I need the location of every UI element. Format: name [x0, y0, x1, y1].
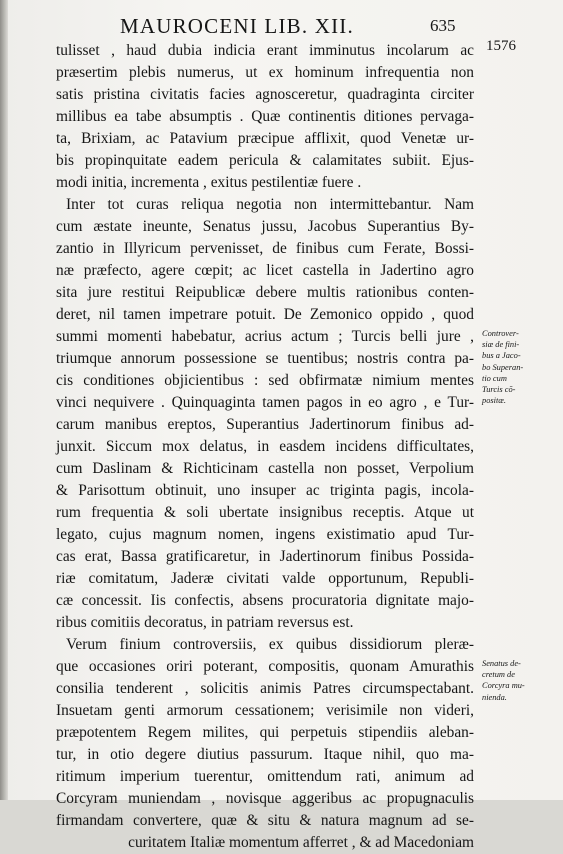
margin-note-line: bus a Jaco- — [482, 351, 521, 361]
margin-note-line: Turcis cō- — [482, 385, 516, 395]
margin-note-line: tio cum — [482, 373, 507, 383]
text-line: zantio in Illyricum pervenisset, de finibus cum Ferate, Bossi- — [56, 240, 474, 257]
margin-note-line: Controver- — [482, 329, 519, 338]
text-line: næ præfecto, agere cœpit; ac licet castella in Jadertino agro — [56, 262, 474, 279]
text-line: millibus ea tabe absumptis . Quæ continentis ditiones pervaga- — [56, 108, 474, 125]
text-line: riæ comitatum, Jaderæ civitati valde opportunum, Republi- — [56, 570, 474, 587]
text-line: junxit. Siccum mox delatus, in easdem incidens difficultates, — [56, 438, 474, 455]
text-line: cas erat, Bassa gratificaretur, in Jadertinorum finibus Possida- — [56, 548, 474, 565]
margin-note-line: cretum de — [482, 670, 515, 680]
paragraph-start-line: Verum finium controversiis, ex quibus dissidiorum pleræ- — [66, 636, 474, 653]
text-line: satis pristina civitatis facies agnosceretur, quadraginta circiter — [56, 86, 474, 103]
text-line: cum Daslinam & Richticinam castella non posset, Verpolium — [56, 460, 474, 477]
running-title: MAUROCENI LIB. XII. — [120, 14, 354, 38]
text-line: legato, cujus magnum nomen, ingens existimatio apud Tur- — [56, 526, 474, 543]
text-line: ritimum imperium tuerentur, omittendum rati, animum ad — [56, 768, 474, 785]
text-line: præsertim plebis numerus, ut ex hominum infrequentia non — [56, 64, 474, 81]
text-line: bis propinquitate eadem pericula & calamitates subiit. Ejus- — [56, 152, 474, 169]
margin-note-line: bo Superan- — [482, 362, 524, 372]
text-line: modi initia, incrementa , exitus pestilentiæ fuere . — [56, 174, 362, 191]
text-line: Insuetam genti armorum cessationem; verisimile non videri, — [56, 702, 474, 719]
margin-note-line: nienda. — [482, 692, 507, 702]
text-line: carum manibus ereptos, Superantius Jadertinorum finibus ad- — [56, 416, 474, 433]
text-line: præpotentem Regem milites, qui perpetuis stipendiis aleban- — [56, 724, 474, 741]
text-line: que occasiones oriri poterant, compositis, quonam Amurathis — [56, 658, 474, 675]
margin-year: 1576 — [486, 38, 516, 54]
text-line: ribus comitiis decoratus, in patriam reversus est. — [56, 614, 354, 631]
text-line: rum frequentia & soli ubertate insignibus receptis. Atque ut — [56, 504, 474, 521]
margin-note-line: Corcyra mu- — [482, 681, 525, 691]
text-line: cæ concessit. Iis confectis, absens procuratoria dignitate majo- — [56, 592, 474, 609]
paragraph-start-line: Inter tot curas reliqua negotia non intermittebantur. Nam — [66, 196, 474, 213]
text-line: sita jure restitui Reipublicæ debere multis rationibus conten- — [56, 284, 474, 301]
text-line: cis conditiones objicientibus : sed obfirmatæ nimium mentes — [56, 372, 474, 389]
page-gutter-shadow — [0, 0, 8, 800]
text-line: tur, in otio degere diutius passurum. Itaque nihil, quo ma- — [56, 746, 474, 763]
margin-note-line: positæ. — [482, 396, 506, 406]
text-line: Corcyram muniendam , novisque aggeribus ac propugnaculis — [56, 790, 474, 807]
margin-note-boundary-settlement — [482, 328, 548, 406]
text-line: firmandam convertere, quæ & situ & natura magnum ad se- — [56, 812, 474, 829]
text-line: tulisset , haud dubia indicia erant imminutus incolarum ac — [56, 42, 474, 59]
margin-note-line: siæ de fini- — [482, 340, 520, 350]
text-line: cum æstate ineunte, Senatus jussu, Jacobus Superantius By- — [56, 218, 474, 235]
text-line: triumque annorum possessione se tuentibus; nostris contra pa- — [56, 350, 474, 367]
text-line: consilia tenderent , solicitis animis Patres circumspectabant. — [56, 680, 474, 697]
page-number: 635 — [430, 16, 456, 35]
text-line: curitatem Italiæ momentum afferret , & ad Macedoniam — [128, 834, 474, 851]
text-line: deret, nil tamen impetrare potuit. De Zemonico oppido , quod — [56, 306, 474, 323]
margin-note-corfu-decree — [482, 658, 548, 703]
text-line: & Parisottum obtinuit, uno insuper ac triginta pagis, incola- — [56, 482, 474, 499]
text-line: summi momenti habebatur, acrius actum ; Turcis belli jure , — [56, 328, 474, 345]
text-line: ta, Brixiam, ac Patavium præcipue afflixit, quod Venetæ ur- — [56, 130, 474, 147]
text-line: vinci nequivere . Quinquaginta tamen pagos in eo agro , e Tur- — [56, 394, 474, 411]
margin-note-line: Senatus de- — [482, 659, 521, 668]
